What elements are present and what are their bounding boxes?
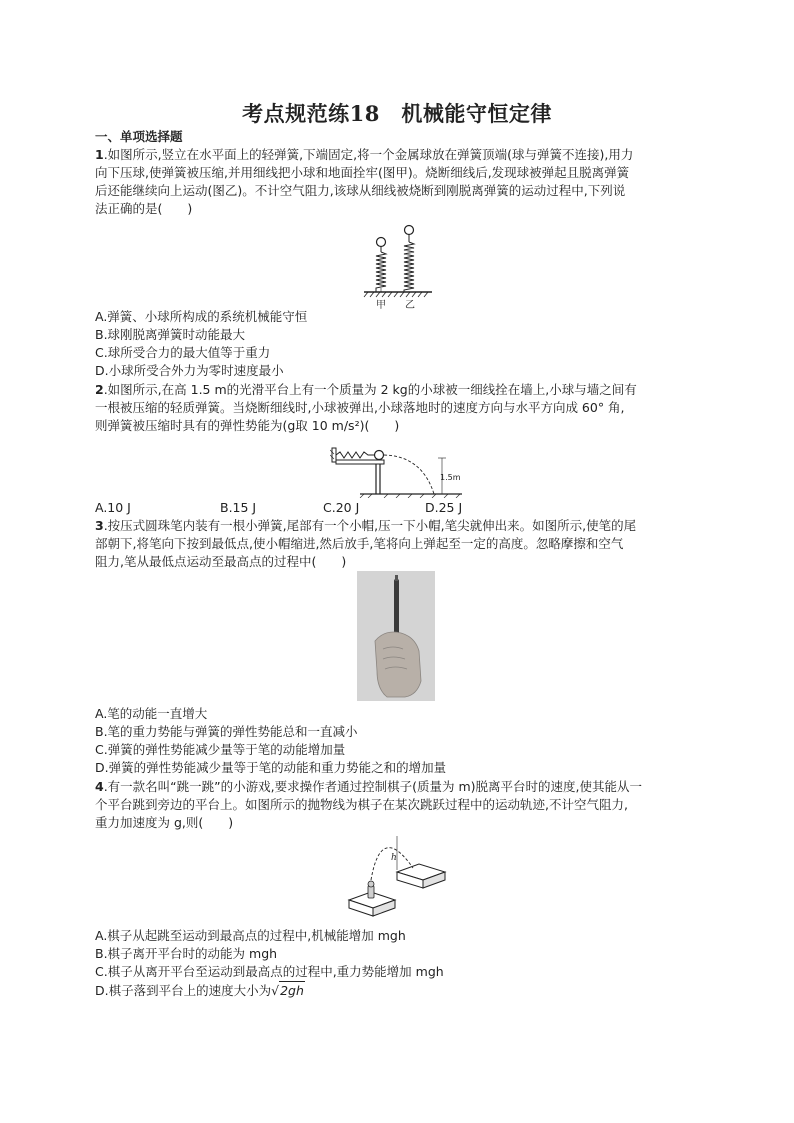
hand [375, 632, 421, 697]
q4-line-1: 4.有一款名叫“跳一跳”的小游戏,要求操作者通过控制棋子(质量为 m)脱离平台时的速度,使其能从一 [95, 779, 642, 794]
q2-line-2: 一根被压缩的轻质弹簧。当烧断细线时,小球被弹出,小球落地时的速度方向与水平方向成 60° 角, [95, 400, 625, 415]
q1-line-3: 后还能继续向上运动(图乙)。不计空气阻力,该球从细线被烧断到刚脱离弹簧的运动过程中,下列说 [95, 183, 626, 198]
q3-line-2: 部朝下,将笔向下按到最低点,使小帽缩进,然后放手,笔将向上弹起至一定的高度。忽略摩擦和空气 [95, 536, 624, 551]
q2-option-a: A.10 J [95, 500, 131, 515]
q3-pen-photo [357, 571, 435, 701]
spring-yi [404, 242, 414, 292]
q3-line-3: 阻力,笔从最低点运动至最高点的过程中( ) [95, 554, 347, 569]
platform [336, 460, 384, 464]
q4-option-d: D.棋子落到平台上的速度大小为√2gh [95, 983, 304, 998]
q4-option-a: A.棋子从起跳至运动到最高点的过程中,机械能增加 mgh [95, 928, 406, 943]
q1-option-a: A.弹簧、小球所构成的系统机械能守恒 [95, 309, 308, 324]
chess-piece [368, 886, 374, 898]
q4-number: 4 [95, 779, 104, 794]
q3-option-a: A.笔的动能一直增大 [95, 706, 208, 721]
q2-line-1: 2.如图所示,在高 1.5 m的光滑平台上有一个质量为 2 kg的小球被一细线拴在墙上,小球与墙之间有 [95, 382, 637, 397]
q4-jump-figure [345, 830, 465, 926]
ball [375, 451, 384, 460]
q2-options [95, 499, 695, 516]
page-title: 考点规范练18 机械能守恒定律 [242, 101, 552, 126]
q4-option-b: B.棋子离开平台时的动能为 mgh [95, 946, 278, 961]
ball-yi [405, 226, 414, 235]
q3-option-d: D.弹簧的弹性势能减少量等于笔的动能和重力势能之和的增加量 [95, 760, 447, 775]
height-label: h [391, 853, 397, 863]
q1-option-c: C.球所受合力的最大值等于重力 [95, 345, 271, 360]
ball-jia [377, 238, 386, 247]
q1-number: 1 [95, 147, 104, 162]
label-jia: 甲 [376, 300, 386, 311]
q4-line-3: 重力加速度为 g,则( ) [95, 815, 234, 830]
trajectory [384, 455, 434, 494]
q2-option-d: D.25 J [425, 500, 463, 515]
q2-number: 2 [95, 382, 104, 397]
q1-line-1: 1.如图所示,竖立在水平面上的轻弹簧,下端固定,将一个金属球放在弹簧顶端(球与弹簧不连接),用力 [95, 147, 634, 162]
q1-option-b: B.球刚脱离弹簧时动能最大 [95, 327, 246, 342]
q3-option-c: C.弹簧的弹性势能减少量等于笔的动能增加量 [95, 742, 346, 757]
q2-option-b: B.15 J [220, 500, 257, 515]
sqrt-expression: √2gh [271, 983, 304, 998]
q2-platform-figure [330, 440, 470, 498]
q2-line-3: 则弹簧被压缩时具有的弹性势能为(g取 10 m/s²)( ) [95, 418, 400, 433]
q1-spring-figure [362, 224, 434, 312]
spring-jia [376, 252, 386, 292]
q1-line-2: 向下压球,使弹簧被压缩,并用细线把小球和地面拴牢(图甲)。烧断细线后,发现球被弹起且脱离弹簧 [95, 165, 630, 180]
section-heading: 一、单项选择题 [95, 129, 183, 144]
q3-option-b: B.笔的重力势能与弹簧的弹性势能总和一直减小 [95, 724, 358, 739]
q3-number: 3 [95, 518, 104, 533]
spring [336, 452, 374, 458]
label-yi: 乙 [405, 300, 415, 311]
q1-option-d: D.小球所受合外力为零时速度最小 [95, 363, 284, 378]
q4-option-c: C.棋子从离开平台至运动到最高点的过程中,重力势能增加 mgh [95, 964, 444, 979]
q4-line-2: 个平台跳到旁边的平台上。如图所示的抛物线为棋子在某次跳跃过程中的运动轨迹,不计空气阻力, [95, 797, 628, 812]
q2-option-c: C.20 J [323, 500, 360, 515]
q3-line-1: 3.按压式圆珠笔内装有一根小弹簧,尾部有一个小帽,压一下小帽,笔尖就伸出来。如图所示,使笔的尾 [95, 518, 637, 533]
height-label: 1.5m [440, 473, 461, 482]
q1-line-4: 法正确的是( ) [95, 201, 193, 216]
